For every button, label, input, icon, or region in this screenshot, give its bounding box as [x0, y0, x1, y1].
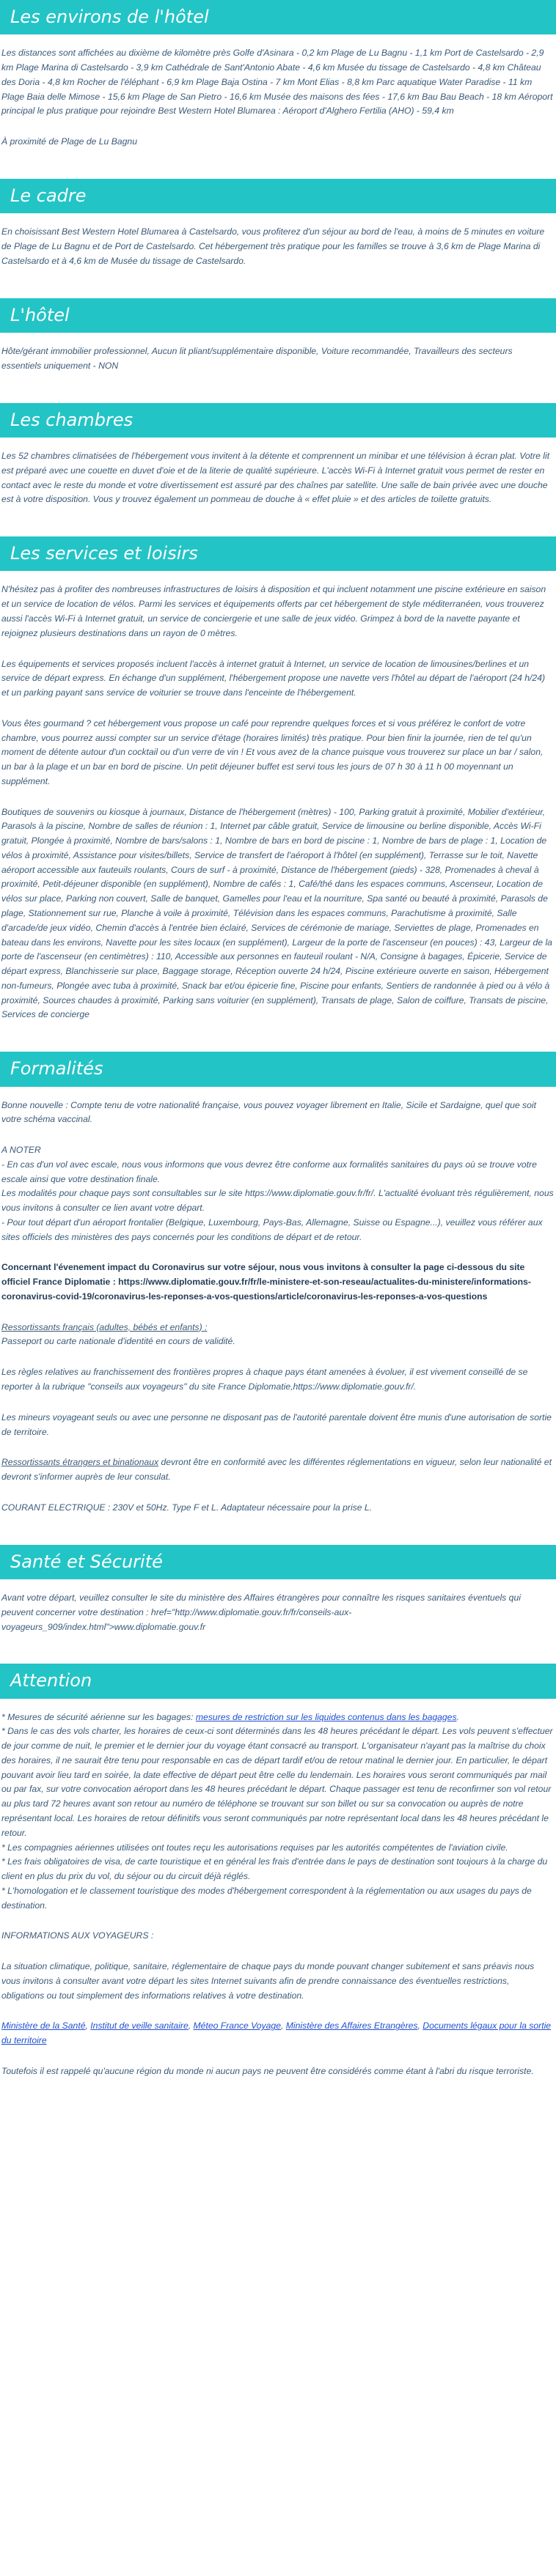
- link-separator: ,: [281, 2020, 286, 2031]
- section-title-environs: Les environs de l'hôtel: [0, 0, 556, 34]
- section-cadre: [0, 179, 556, 269]
- attention-compagnies: * Les compagnies aériennes utilisées ont toutes reçu les autorisations requises par les autorités compétentes de l'aviation civile.: [1, 1842, 508, 1853]
- formalites-electric: COURANT ELECTRIQUE : 230V et 50Hz. Type F et L. Adaptateur nécessaire pour la prise L.: [1, 1502, 373, 1513]
- section-chambres: [0, 403, 556, 507]
- hotel-text: Hôte/gérant immobilier professionnel, Aucun lit pliant/supplémentaire disponible, Voiture recommandée, Travailleurs des secteurs essentiels uniquement - NON: [1, 346, 513, 371]
- section-attention: [0, 1664, 556, 2078]
- link-separator: ,: [188, 2020, 194, 2031]
- section-title-formalites: Formalités: [0, 1052, 556, 1086]
- attention-baggage-line: [1, 1710, 555, 1725]
- section-title-sante: Santé et Sécurité: [0, 1545, 556, 1579]
- formalites-french-label: Ressortissants français (adultes, bébés et enfants) :: [1, 1321, 208, 1332]
- services-amenities-list: Boutiques de souvenirs ou kiosque à journaux, Distance de l'hébergement (mètres) - 100, Parking gratuit à proximité, Mobilier d'extérieur, Parasols à la piscine, Nombre de salles de réunion : 1, Internet par câble gratuit, Service de limousine ou berline disponible, Accès Wi-Fi gratuit, Plongée à proximité, Nombre de bars/salons : 1, Nombre de bars en bord de piscine : 1, Nombre de bars de plage : 1, Location de vélos à proximité, Assistance pour visites/billets, Service de transfert de l'aéroport à l'hôtel (en supplément), Terrasse sur le toit, Navette aéroport accessible aux fauteuils roulants, Cours de surf - à proximité, Distance de l'hébergement (pieds) - 328, Promenades à cheval à proximité, Petit-déjeuner disponible (en supplément), Nombre de cafés : 1, Café/thé dans les espaces communs, Ascenseur, Location de vélos sur place, Parking non couvert, Salle de banquet, Gamelles pour l'eau et la nourriture, Spa santé ou beauté à proximité, Parasols de plage, Stationnement sur rue, Planche à voile à proximité, Télévision dans les espaces communs, Parachutisme à proximité, Salle d'arcade/de jeux vidéo, Chemin d'accès à l'entrée bien éclairé, Services de cérémonie de mariage, Serviettes de plage, Promenades en bateau dans les environs, Navette pour les sites locaux (en supplément), Largeur de la porte de l'ascenseur (en pouces) : 43, Largeur de la porte de l'ascenseur (en centimètres) : 110, Accessible aux personnes en fauteuil roulant - N/A, Consigne à bagages, Épicerie, Service de départ express, Blanchisserie sur place, Baggage storage, Réception ouverte 24 h/24, Piscine extérieure ouverte en saison, Hébergement non-fumeurs, Plongée avec tuba à proximité, Snack bar et/ou épicerie fine, Piscine pour enfants, Sentiers de randonnée à pied ou à vélo à proximité, Sources chaudes à proximité, Parking sans voiturier (en supplément), Transats de plage, Salon de coiffure, Transats de piscine, Services de concierge: [1, 806, 552, 1020]
- section-title-attention: Attention: [0, 1664, 556, 1698]
- environs-distances: Les distances sont affichées au dixième de kilomètre près Golfe d'Asinara - 0,2 km Plage de Lu Bagnu - 1,1 km Port de Castelsardo - 2,9 km Plage Marina di Castelsardo - 3,9 km Cathédrale de Sant'Antonio Abate - 4,6 km Musée du tissage de Castelsardo - 4,8 km Château des Doria - 4,8 km Rocher de l'éléphant - 6,9 km Plage Baja Ostina - 7 km Mont Elias - 8,8 km Parc aquatique Water Paradise - 11 km Plage Baia delle Mimose - 15,6 km Plage de San Pietro - 16,6 km Musée des maisons des fées - 17,6 km Bau Bau Beach - 18 km Aéroport principal le plus pratique pour rejoindre Best Western Hotel Blumarea : Aéroport d'Alghero Fertilia (AHO) - 59,4 km: [1, 48, 553, 117]
- link-documents-legaux[interactable]: Documents légaux pour la sortie du territoire: [1, 2020, 552, 2046]
- attention-info-text: La situation climatique, politique, sanitaire, réglementaire de chaque pays du monde pouvant changer subitement et sans préavis nous vous invitons à consulter avant votre départ les sites Internet suivants afin de prendre connaissance des éventuelles restrictions, obligations ou tout simplement des informations relatives à votre destination.: [1, 1961, 535, 2001]
- attention-baggage-prefix: * Mesures de sécurité aérienne sur les bagages:: [1, 1711, 196, 1722]
- section-sante: [0, 1545, 556, 1635]
- attention-horaires: * Dans le cas des vols charter, les horaires de ceux-ci sont déterminés dans les 48 heures précédant le départ. Les vols peuvent s'effectuer de jour comme de nuit, le premier et le dernier jour du voyage étant consacré au transport. L'organisateur n'ayant pas la maîtrise du choix des horaires, il ne saurait être tenu pour responsable en cas de départ tardif et/ou de retour matinal le dernier jour. En particulier, le départ pouvant avoir lieu tard en soirée, la date effective de départ peut être celle du lendemain. Les horaires vous seront communiqués par mail ou par fax, sur votre convocation aéroport dans les 48 heures précédant le départ. Chaque passager est tenu de reconfirmer son vol retour au plus tard 72 heures avant son retour au numéro de téléphone se trouvant sur son billet ou sur sa convocation ou auprès de notre représentant local. Les horaires de retour définitifs vous seront communiqués par notre représentant local dans les 48 heures précédant le retour.: [1, 1726, 553, 1838]
- link-separator: ,: [85, 2020, 91, 2031]
- formalites-note-line: - Pour tout départ d'un aéroport frontalier (Belgique, Luxembourg, Pays-Bas, Allemagne, Suisse ou Espagne...), veuillez vous référer aux sites officiels des ministères des pays concernés pour les conditions de départ et de retour.: [1, 1217, 543, 1242]
- link-ministere-sante[interactable]: Ministère de la Santé: [1, 2020, 86, 2031]
- formalites-rules-text: Les règles relatives au franchissement des frontières propres à chaque pays étant amenées à évoluer, il est vivement conseillé de se reporter à la rubrique "conseils aux voyageurs" du site France Diplomatie,https://www.diplomatie.gouv.fr/.: [1, 1367, 528, 1392]
- sante-text: Avant votre départ, veuillez consulter le site du ministère des Affaires étrangères pour connaître les risques sanitaires éventuels qui peuvent concerner votre destination : href="http://www.diplomatie.gouv.fr/fr/conseils-aux-voyageurs_909/index.html">www.diplomatie.gouv.fr: [1, 1592, 521, 1632]
- environs-proximity: À proximité de Plage de Lu Bagnu: [1, 136, 137, 147]
- formalites-minors-text: Les mineurs voyageant seuls ou avec une personne ne disposant pas de l'autorité parentale doivent être munis d'une autorisation de sortie de territoire.: [1, 1411, 552, 1437]
- formalites-note-line: Les modalités pour chaque pays sont consultables sur le site https://www.diplomatie.gouv.fr/fr/. L'actualité évoluant très régulièrement, nous vous invitons à consulter ce lien avant votre départ.: [1, 1188, 554, 1214]
- section-services: [0, 536, 556, 1022]
- chambres-text: Les 52 chambres climatisées de l'hébergement vous invitent à la détente et comprennent un minibar et une télévision à écran plat. Votre lit est préparé avec une couette en duvet d'oie et de la literie de qualité supérieure. L'accès Wi-Fi à Internet gratuit vous permet de rester en contact avec le reste du monde et votre divertissement est assuré par des chaînes par satellite. Une salle de bain privée avec une douche est à votre disposition. Vous y trouvez également un pommeau de douche à « effet pluie » et des articles de toilette gratuits.: [1, 450, 550, 505]
- formalites-foreign-label: Ressortissants étrangers et binationaux: [1, 1457, 159, 1468]
- formalites-note-line: - En cas d'un vol avec escale, nous vous informons que vous devrez être conforme aux formalités sanitaires du pays où se trouve votre escale ainsi que votre destination finale.: [1, 1159, 537, 1184]
- link-ministere-affaires-etrangeres[interactable]: Ministère des Affaires Etrangères: [285, 2020, 418, 2031]
- attention-homologation: * L'homologation et le classement touristique des modes d'hébergement correspondent à la réglementation ou aux usages du pays de destination.: [1, 1885, 532, 1911]
- link-separator: ,: [417, 2020, 423, 2031]
- cadre-text: En choisissant Best Western Hotel Blumarea à Castelsardo, vous profiterez d'un séjour au bord de l'eau, à moins de 5 minutes en voiture de Plage de Lu Bagnu et de Port de Castelsardo. Cet hébergement très pratique pour les familles se trouve à 3,6 km de Plage Marina di Castelsardo et à 4,6 km de Musée du tissage de Castelsardo.: [1, 226, 545, 266]
- attention-final: Toutefois il est rappelé qu'aucune région du monde ni aucun pays ne peuvent être considérés comme étant à l'abri du risque terroriste.: [1, 2065, 534, 2076]
- attention-info-title: INFORMATIONS AUX VOYAGEURS :: [1, 1930, 154, 1941]
- formalites-intro: Bonne nouvelle : Compte tenu de votre nationalité française, vous pouvez voyager librement en Italie, Sicile et Sardaigne, quel que soit votre schéma vaccinal.: [1, 1099, 536, 1125]
- section-title-chambres: Les chambres: [0, 403, 556, 438]
- link-institut-veille-sanitaire[interactable]: Institut de veille sanitaire: [90, 2020, 189, 2031]
- formalites-foreign-paragraph: [1, 1455, 555, 1485]
- formalites-french-text: Passeport ou carte nationale d'identité en cours de validité.: [1, 1336, 235, 1347]
- attention-links: [1, 2019, 555, 2048]
- attention-frais: * Les frais obligatoires de visa, de carte touristique et en général les frais d'entrée dans le pays de destination sont toujours à la charge du client en plus du prix du vol, du séjour ou du circuit déjà réglés.: [1, 1856, 548, 1882]
- section-title-services: Les services et loisirs: [0, 536, 556, 571]
- section-formalites: [0, 1052, 556, 1515]
- section-title-hotel: L'hôtel: [0, 298, 556, 333]
- section-hotel: [0, 298, 556, 374]
- services-paragraph-3: Vous êtes gourmand ? cet hébergement vous propose un café pour reprendre quelques forces et si vous préférez le confort de votre chambre, vous pourrez aussi compter sur un service d'étage (horaires limités) très pratique. Pour bien finir la journée, rien de tel qu'un moment de détente autour d'un cocktail ou d'un verre de vin ! Et vous avez de la chance puisque vous trouverez sur place un bar / salon, un bar à la plage et un bar en bord de piscine. Un petit déjeuner buffet est servi tous les jours de 07 h 30 à 11 h 00 moyennant un supplément.: [1, 717, 544, 786]
- services-paragraph-1: N'hésitez pas à profiter des nombreuses infrastructures de loisirs à disposition et qui incluent notamment une piscine extérieure en saison et un service de location de vélos. Parmi les services et équipements offerts par cet hébergement de style méditerranéen, vous trouverez aussi l'accès Wi-Fi à Internet gratuit, un service de conciergerie et une salle de jeux vidéo. Grimpez à bord de la navette payante et rejoignez plusieurs destinations dans un rayon de 0 mètres.: [1, 584, 546, 638]
- section-environs: [0, 0, 556, 150]
- formalites-foreign-text: devront être en conformité avec les différentes réglementations en vigueur, selon leur nationalité et devront s'informer auprès de leur consulat.: [1, 1457, 552, 1483]
- formalites-note-title: A NOTER: [1, 1145, 41, 1156]
- link-meteo-france-voyage[interactable]: Méteo France Voyage: [193, 2020, 281, 2031]
- section-title-cadre: Le cadre: [0, 179, 556, 213]
- formalites-covid-notice: Concernant l'évenement impact du Coronavirus sur votre séjour, nous vous invitons à consulter la page ci-dessous du site officiel France Diplomatie : https://www.diplomatie.gouv.fr/fr/le-ministere-et-son-reseau/actualites-du-ministere/informations-coronavirus-covid-19/coronavirus-les-reponses-a-vos-questions/article/coronavirus-les-reponses-a-vos-questions: [1, 1262, 531, 1302]
- liquids-restriction-link[interactable]: mesures de restriction sur les liquides contenus dans les bagages: [195, 1711, 457, 1722]
- attention-baggage-suffix: .: [456, 1711, 459, 1722]
- services-paragraph-2: Les équipements et services proposés incluent l'accès à internet gratuit à Internet, un service de location de limousines/berlines et un service de départ express. En échange d'un supplément, l'hébergement propose une navette vers l'hôtel au départ de l'aéroport (24 h/24) et un parking payant sans service de voiturier se trouve dans l'enceinte de l'hébergement.: [1, 658, 546, 698]
